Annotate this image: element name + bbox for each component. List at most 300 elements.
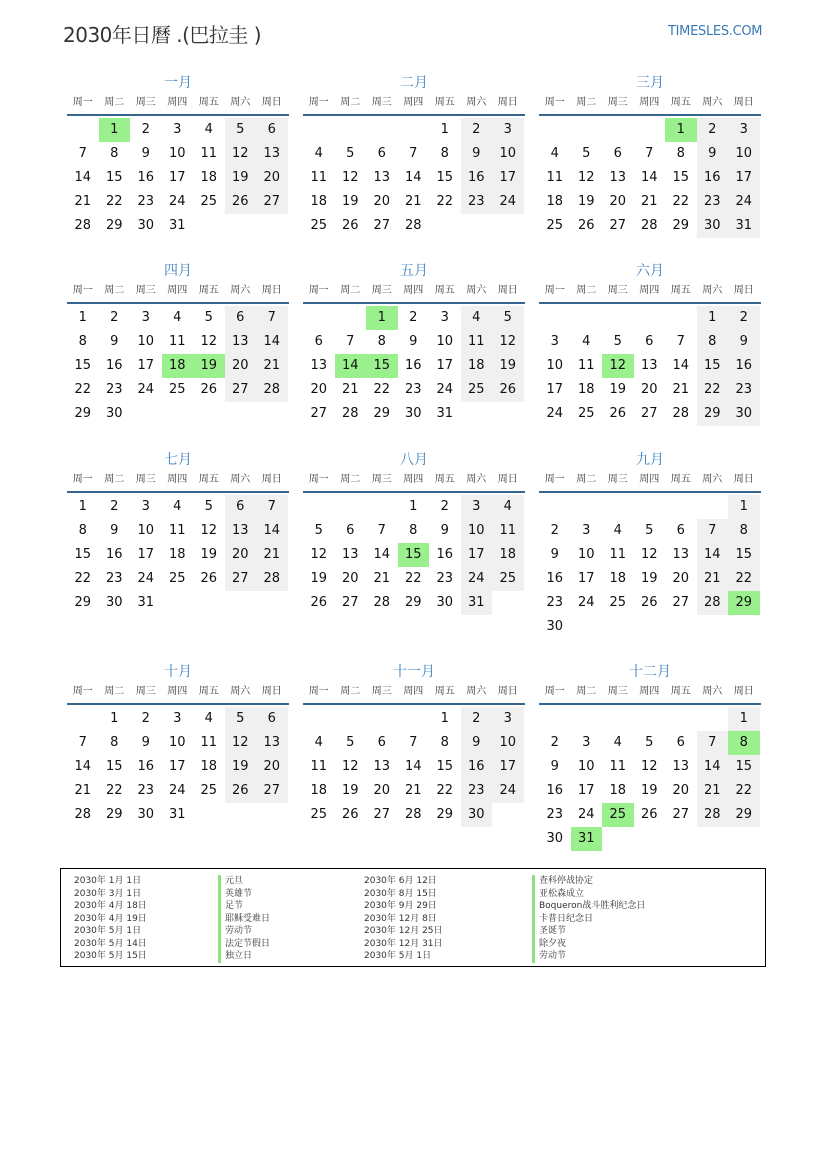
day-cell: 10: [546, 358, 564, 373]
day-cell: 15: [436, 759, 454, 774]
day-cell: 28: [74, 807, 92, 822]
day-cell: 5: [225, 118, 257, 142]
day-cell: 13: [672, 547, 690, 562]
weekday-label: 周二: [104, 686, 125, 697]
day-cell: 7: [409, 735, 418, 750]
day-cell: 30: [461, 803, 493, 827]
day-cell: 23: [137, 194, 155, 209]
day-cell: 3: [173, 711, 182, 726]
day-cell: 27: [310, 406, 328, 421]
legend-left-names: [218, 875, 270, 963]
day-cell: 23: [461, 190, 493, 214]
day-cell: 18: [609, 783, 627, 798]
day-cell: 20: [225, 543, 257, 567]
day-cell: 8: [110, 146, 119, 161]
day-cell: 4: [550, 146, 559, 161]
day-cell: 8: [728, 519, 760, 543]
day-cell: 1: [697, 306, 729, 330]
day-grid: [67, 495, 288, 615]
day-cell: 4: [461, 306, 493, 330]
day-cell: 21: [640, 194, 658, 209]
day-cell: 26: [225, 779, 257, 803]
weekday-label: 周五: [434, 474, 455, 485]
day-cell: 26: [200, 382, 218, 397]
day-cell: 10: [492, 731, 524, 755]
month-name: 二月: [400, 75, 428, 91]
weekday-label: 周二: [576, 285, 597, 296]
day-cell: 19: [640, 783, 658, 798]
day-cell: 24: [137, 382, 155, 397]
day-cell: 10: [577, 547, 595, 562]
day-cell: 15: [697, 354, 729, 378]
empty-cell: [335, 118, 367, 142]
month-name: 十月: [164, 664, 192, 680]
legend-holiday-date: 2030年 5月 1日: [364, 951, 432, 961]
day-cell: 10: [436, 334, 454, 349]
day-cell: 8: [697, 330, 729, 354]
legend-holiday-name: 足节: [218, 900, 270, 913]
holiday-legend: [60, 868, 766, 967]
day-grid: [67, 707, 288, 827]
day-grid: [303, 306, 524, 426]
day-cell: 19: [492, 354, 524, 378]
holiday-day-cell: 18: [162, 354, 194, 378]
legend-holiday-name: 耶稣受难日: [218, 913, 270, 926]
day-cell: 4: [173, 499, 182, 514]
day-cell: 26: [341, 218, 359, 233]
weekday-label: 周二: [340, 97, 361, 108]
day-cell: 23: [728, 378, 760, 402]
day-cell: 10: [168, 735, 186, 750]
day-cell: 9: [141, 735, 150, 750]
day-cell: 11: [577, 358, 595, 373]
day-cell: 9: [440, 523, 449, 538]
day-cell: 8: [676, 146, 685, 161]
day-cell: 22: [436, 783, 454, 798]
day-cell: 10: [728, 142, 760, 166]
day-cell: 7: [256, 495, 288, 519]
weekday-label: 周五: [198, 686, 219, 697]
day-cell: 5: [645, 523, 654, 538]
day-cell: 3: [582, 523, 591, 538]
weekday-label: 周六: [230, 285, 251, 296]
day-cell: 14: [640, 170, 658, 185]
day-cell: 18: [310, 783, 328, 798]
day-cell: 17: [436, 358, 454, 373]
weekday-label: 周六: [466, 474, 487, 485]
day-cell: 6: [225, 306, 257, 330]
day-cell: 4: [204, 711, 213, 726]
holiday-day-cell: 14: [335, 354, 367, 378]
weekday-label: 周二: [104, 97, 125, 108]
day-cell: 4: [314, 735, 323, 750]
day-cell: 30: [728, 402, 760, 426]
day-cell: 20: [609, 194, 627, 209]
empty-cell: [602, 118, 634, 142]
weekday-label: 周四: [403, 474, 424, 485]
day-cell: 26: [640, 595, 658, 610]
day-cell: 28: [404, 218, 422, 233]
month-name: 四月: [164, 263, 192, 279]
legend-holiday-date: 2030年 6月 12日: [364, 876, 437, 886]
day-cell: 13: [256, 731, 288, 755]
weekday-label: 周三: [135, 285, 156, 296]
day-cell: 18: [609, 571, 627, 586]
day-cell: 11: [200, 146, 218, 161]
legend-holiday-date: 2030年 3月 1日: [74, 888, 142, 899]
day-cell: 17: [492, 166, 524, 190]
day-cell: 13: [225, 519, 257, 543]
weekday-label: 周三: [607, 474, 628, 485]
day-cell: 30: [137, 218, 155, 233]
empty-cell: [398, 118, 430, 142]
day-cell: 18: [310, 194, 328, 209]
day-cell: 4: [314, 146, 323, 161]
day-cell: 3: [550, 334, 559, 349]
day-cell: 25: [461, 378, 493, 402]
day-cell: 12: [577, 170, 595, 185]
legend-holiday-date: 2030年 4月 19日: [74, 913, 147, 924]
day-cell: 24: [577, 595, 595, 610]
day-cell: 28: [256, 378, 288, 402]
day-cell: 15: [74, 358, 92, 373]
day-cell: 26: [225, 190, 257, 214]
weekday-label: 周六: [466, 686, 487, 697]
legend-holiday-date: 2030年 5月 15日: [74, 951, 147, 961]
day-cell: 16: [436, 547, 454, 562]
day-cell: 17: [577, 571, 595, 586]
day-cell: 14: [74, 759, 92, 774]
weekday-label: 周六: [466, 285, 487, 296]
day-cell: 16: [105, 358, 123, 373]
weekday-label: 周三: [371, 474, 392, 485]
month-11: [303, 661, 525, 827]
day-cell: 5: [204, 310, 213, 325]
weekday-label: 周六: [230, 97, 251, 108]
weekday-label: 周一: [72, 474, 93, 485]
day-cell: 27: [609, 218, 627, 233]
day-cell: 13: [672, 759, 690, 774]
day-cell: 29: [373, 406, 391, 421]
day-grid: [67, 118, 288, 238]
day-cell: 21: [697, 567, 729, 591]
day-cell: 31: [436, 406, 454, 421]
day-cell: 20: [373, 194, 391, 209]
day-cell: 3: [492, 707, 524, 731]
day-cell: 22: [728, 567, 760, 591]
day-cell: 30: [404, 406, 422, 421]
holiday-day-cell: 25: [602, 803, 634, 827]
day-cell: 9: [550, 547, 559, 562]
holiday-day-cell: 31: [571, 827, 603, 851]
weekday-header: [67, 282, 289, 304]
month-name: 九月: [636, 452, 664, 468]
day-cell: 21: [341, 382, 359, 397]
day-cell: 16: [546, 783, 564, 798]
day-cell: 9: [728, 330, 760, 354]
day-cell: 24: [168, 783, 186, 798]
month-9: [539, 449, 761, 639]
empty-cell: [634, 118, 666, 142]
weekday-label: 周一: [308, 686, 329, 697]
day-cell: 7: [377, 523, 386, 538]
day-cell: 1: [78, 310, 87, 325]
day-cell: 26: [609, 406, 627, 421]
weekday-label: 周三: [607, 285, 628, 296]
day-cell: 12: [310, 547, 328, 562]
brand-link[interactable]: TIMESLES.COM: [668, 24, 763, 39]
day-cell: 19: [225, 166, 257, 190]
month-name: 一月: [164, 75, 192, 91]
weekday-label: 周六: [702, 97, 723, 108]
day-cell: 17: [546, 382, 564, 397]
holiday-day-cell: 1: [665, 118, 697, 142]
empty-cell: [366, 495, 398, 519]
day-cell: 6: [613, 146, 622, 161]
weekday-label: 周一: [72, 97, 93, 108]
legend-holiday-name: 元旦: [218, 875, 270, 888]
day-cell: 5: [613, 334, 622, 349]
weekday-label: 周二: [340, 285, 361, 296]
legend-holiday-date: 2030年 1月 1日: [74, 876, 142, 886]
empty-cell: [634, 306, 666, 330]
weekday-label: 周四: [167, 97, 188, 108]
month-6: [539, 260, 761, 426]
day-cell: 20: [341, 571, 359, 586]
day-cell: 3: [728, 118, 760, 142]
weekday-label: 周六: [702, 285, 723, 296]
day-cell: 11: [310, 759, 328, 774]
month-5: [303, 260, 525, 426]
day-cell: 30: [546, 619, 564, 634]
weekday-label: 周二: [104, 285, 125, 296]
day-cell: 26: [310, 595, 328, 610]
day-cell: 19: [640, 571, 658, 586]
weekday-header: [539, 683, 761, 705]
day-cell: 28: [341, 406, 359, 421]
day-cell: 23: [105, 571, 123, 586]
weekday-label: 周四: [639, 474, 660, 485]
day-cell: 13: [310, 358, 328, 373]
day-cell: 20: [672, 571, 690, 586]
day-cell: 18: [200, 759, 218, 774]
day-cell: 2: [550, 735, 559, 750]
day-cell: 20: [310, 382, 328, 397]
day-cell: 28: [74, 218, 92, 233]
empty-cell: [303, 118, 335, 142]
day-cell: 13: [373, 759, 391, 774]
holiday-day-cell: 29: [728, 591, 760, 615]
day-cell: 22: [436, 194, 454, 209]
weekday-label: 周一: [544, 686, 565, 697]
day-cell: 2: [697, 118, 729, 142]
legend-right-dates: [364, 875, 443, 963]
day-cell: 22: [74, 571, 92, 586]
weekday-label: 周二: [104, 474, 125, 485]
holiday-day-cell: 12: [602, 354, 634, 378]
day-cell: 12: [341, 759, 359, 774]
day-cell: 1: [110, 711, 119, 726]
day-cell: 20: [640, 382, 658, 397]
weekday-label: 周三: [607, 686, 628, 697]
day-grid: [67, 306, 288, 426]
day-cell: 30: [546, 831, 564, 846]
legend-holiday-name: 圣诞节: [532, 925, 645, 938]
day-cell: 3: [582, 735, 591, 750]
day-cell: 28: [373, 595, 391, 610]
day-cell: 25: [609, 595, 627, 610]
weekday-label: 周二: [576, 686, 597, 697]
day-grid: [539, 306, 760, 426]
legend-holiday-name: 劳动节: [532, 950, 645, 963]
day-cell: 2: [728, 306, 760, 330]
day-cell: 29: [404, 595, 422, 610]
day-cell: 11: [461, 330, 493, 354]
month-name: 五月: [400, 263, 428, 279]
day-cell: 7: [346, 334, 355, 349]
holiday-day-cell: 1: [99, 118, 131, 142]
weekday-label: 周二: [576, 474, 597, 485]
day-grid: [539, 495, 760, 639]
weekday-header: [303, 683, 525, 705]
weekday-header: [303, 471, 525, 493]
day-grid: [539, 118, 760, 238]
weekday-label: 周五: [670, 686, 691, 697]
day-cell: 12: [640, 759, 658, 774]
empty-cell: [398, 707, 430, 731]
day-cell: 6: [377, 735, 386, 750]
weekday-label: 周三: [135, 474, 156, 485]
day-cell: 16: [461, 755, 493, 779]
page-title: 2030年日曆 .(巴拉圭 ): [63, 23, 262, 47]
weekday-label: 周日: [733, 474, 754, 485]
day-cell: 7: [78, 735, 87, 750]
day-cell: 22: [105, 783, 123, 798]
day-cell: 29: [105, 807, 123, 822]
day-cell: 29: [436, 807, 454, 822]
day-cell: 12: [225, 731, 257, 755]
day-cell: 30: [436, 595, 454, 610]
day-cell: 7: [645, 146, 654, 161]
day-cell: 18: [546, 194, 564, 209]
legend-holiday-date: 2030年 5月 1日: [74, 926, 142, 936]
day-cell: 25: [310, 807, 328, 822]
day-cell: 25: [200, 194, 218, 209]
day-cell: 14: [697, 755, 729, 779]
month-2: [303, 72, 525, 238]
month-12: [539, 661, 761, 851]
day-cell: 21: [74, 783, 92, 798]
day-cell: 9: [461, 731, 493, 755]
weekday-label: 周四: [639, 285, 660, 296]
month-name: 十二月: [629, 664, 671, 680]
day-cell: 21: [256, 543, 288, 567]
weekday-header: [67, 94, 289, 116]
empty-cell: [539, 495, 571, 519]
day-cell: 19: [225, 755, 257, 779]
legend-holiday-name: 独立日: [218, 950, 270, 963]
day-cell: 4: [173, 310, 182, 325]
day-grid: [539, 707, 760, 851]
day-cell: 27: [341, 595, 359, 610]
day-cell: 18: [461, 354, 493, 378]
weekday-label: 周五: [434, 97, 455, 108]
day-cell: 14: [404, 170, 422, 185]
holiday-day-cell: 19: [193, 354, 225, 378]
day-cell: 2: [110, 310, 119, 325]
weekday-label: 周一: [544, 474, 565, 485]
day-cell: 8: [78, 523, 87, 538]
day-cell: 18: [200, 170, 218, 185]
day-cell: 9: [409, 334, 418, 349]
weekday-header: [67, 683, 289, 705]
weekday-label: 周二: [340, 686, 361, 697]
day-cell: 10: [137, 523, 155, 538]
day-cell: 10: [577, 759, 595, 774]
day-cell: 17: [137, 358, 155, 373]
holiday-day-cell: 15: [366, 354, 398, 378]
empty-cell: [571, 495, 603, 519]
day-cell: 16: [461, 166, 493, 190]
day-cell: 27: [373, 218, 391, 233]
day-cell: 24: [728, 190, 760, 214]
day-cell: 1: [728, 707, 760, 731]
weekday-label: 周一: [308, 474, 329, 485]
weekday-label: 周一: [308, 97, 329, 108]
day-cell: 13: [373, 170, 391, 185]
day-cell: 6: [377, 146, 386, 161]
month-10: [67, 661, 289, 827]
month-8: [303, 449, 525, 615]
day-cell: 1: [440, 711, 449, 726]
day-cell: 30: [105, 595, 123, 610]
weekday-header: [539, 94, 761, 116]
weekday-label: 周日: [497, 474, 518, 485]
day-cell: 19: [200, 547, 218, 562]
day-cell: 2: [141, 711, 150, 726]
empty-cell: [602, 495, 634, 519]
day-cell: 21: [256, 354, 288, 378]
day-cell: 24: [461, 567, 493, 591]
day-cell: 7: [78, 146, 87, 161]
month-name: 六月: [636, 263, 664, 279]
month-1: [67, 72, 289, 238]
day-cell: 2: [461, 118, 493, 142]
day-cell: 6: [346, 523, 355, 538]
day-cell: 24: [577, 807, 595, 822]
day-cell: 24: [492, 190, 524, 214]
empty-cell: [539, 306, 571, 330]
day-cell: 11: [168, 523, 186, 538]
day-cell: 8: [440, 146, 449, 161]
day-cell: 27: [256, 190, 288, 214]
day-cell: 22: [373, 382, 391, 397]
empty-cell: [67, 118, 99, 142]
day-cell: 23: [436, 571, 454, 586]
empty-cell: [335, 707, 367, 731]
day-cell: 19: [609, 382, 627, 397]
day-cell: 5: [225, 707, 257, 731]
day-cell: 2: [440, 499, 449, 514]
legend-holiday-date: 2030年 12月 25日: [364, 926, 443, 936]
day-cell: 12: [492, 330, 524, 354]
day-cell: 24: [492, 779, 524, 803]
day-cell: 11: [609, 759, 627, 774]
day-cell: 16: [105, 547, 123, 562]
day-cell: 29: [728, 803, 760, 827]
day-cell: 3: [461, 495, 493, 519]
weekday-label: 周日: [497, 686, 518, 697]
